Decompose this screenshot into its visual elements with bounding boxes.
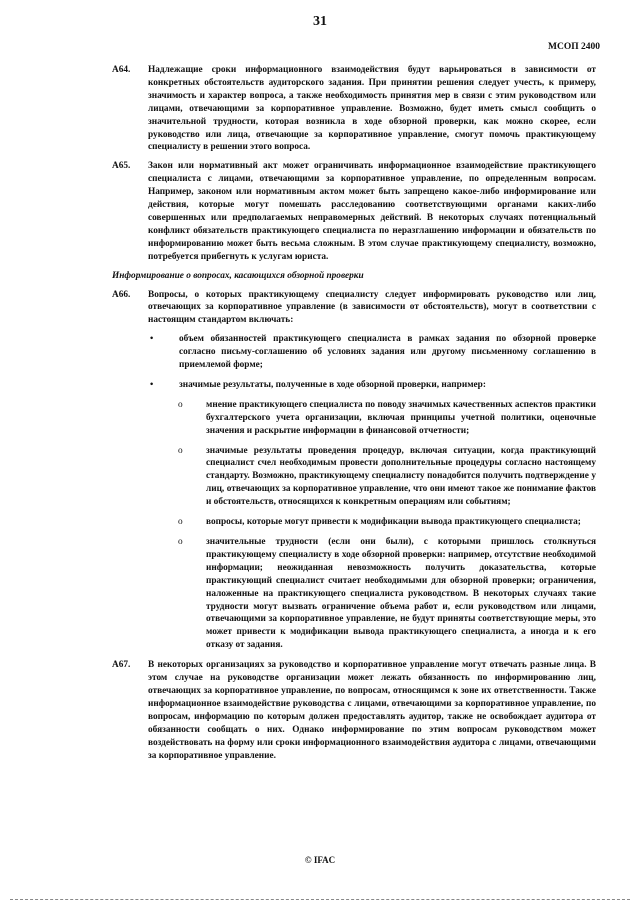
paragraph-a64: [112, 64, 596, 154]
subbullet-text: вопросы, которые могут привести к модификации вывода практикующего специалиста;: [206, 517, 581, 528]
subbullet-text: значительные трудности (если они были), с которыми пришлось столкнуться практикующему специалисту в ходе обзорной проверки: например, отсутствие необходимой информации; неожиданная невозможность получить доказательства, которые практикующий специалист считает необходимыми для обзорной проверки; ограничения, наложенные на практикующего специалиста руководством. В некоторых случаях такие трудности могут вызвать ограничение объема работ и, если руководством или лицами, отвечающими за корпоративное управление, не будут приняты соответствующие меры, это может привести к модификации вывода практикующего специалиста, а иногда и к его отказу от задания.: [206, 537, 596, 651]
subbullet-item: [112, 536, 596, 652]
paragraph-a67: [112, 659, 596, 762]
subbullet-item: [112, 445, 596, 510]
copyright-footer: © IFAC: [304, 855, 336, 865]
subbullet-text: значимые результаты проведения процедур, включая ситуации, когда практикующий специалист счел необходимым провести дополнительные процедуры согласно настоящему стандарту. Возможно, практикующему специалисту понадобится получить подтверждение у лиц, отвечающих за корпоративное управление, что они имеют такое же понимание фактов и обстоятельств, относящихся к конкретным операциям или событиям;: [206, 445, 596, 508]
paragraph-text: В некоторых организациях за руководство и корпоративное управление могут отвечать разные лица. В этом случае на руководстве организации может лежать обязанность по информированию лиц, отвечающих за корпоративное управление, по вопросам, относящимся к зоне их ответственности. Также информационное взаимодействие руководства с лицами, отвечающими за корпоративное управление, по вопросам, информацию по которым должен предоставлять аудитор, также не освобождает аудитора от обязанности сообщать о них. Однако информирование по этим вопросам руководством может воздействовать на форму или сроки информационного взаимодействия аудитора с лицами, отвечающими за корпоративное управление.: [148, 660, 596, 761]
paragraph-text: Вопросы, о которых практикующему специалисту следует информировать руководство или лиц, отвечающих за корпоративное управление (в зависимости от обстоятельств), могут в соответствии с настоящим стандартом включать:: [148, 289, 596, 326]
paragraph-label: A65.: [112, 161, 131, 172]
bullet-text: объем обязанностей практикующего специалиста в рамках задания по обзорной проверке согласно письму-соглашению об условиях задания или другому письменному соглашению в приемлемой форме;: [179, 334, 596, 371]
standard-code: МСОП 2400: [548, 42, 600, 52]
bullet-text: значимые результаты, полученные в ходе обзорной проверки, например:: [179, 379, 486, 390]
bullet-item: [112, 379, 596, 392]
page-number: 31: [313, 14, 327, 29]
subbullet-item: [112, 399, 596, 438]
paragraph-label: A64.: [112, 65, 131, 75]
subbullet-item: [112, 516, 596, 529]
bullet-icon: •: [150, 379, 154, 390]
section-heading: Информирование о вопросах, касающихся обзорной проверки: [112, 270, 364, 281]
paragraph-text: Закон или нормативный акт может ограничивать информационное взаимодействие практикующего специалиста с лицами, отвечающими за корпоративное управление, по определенным вопросам. Например, законом или нормативным актом может быть запрещено какое-либо информирование или действия, которые могут помешать расследованию соответствующими органами каких-либо совершенных или предполагаемых неправомерных действий. В некоторых случаях потенциальный конфликт обязательств практикующего специалиста по неразглашению информации и обязательств по информированию может быть весьма сложным. В этом случае практикующему специалисту, возможно, потребуется прибегнуть к услугам юриста.: [148, 161, 596, 262]
paragraph-text: Надлежащие сроки информационного взаимодействия будут варьироваться в зависимости от конкретных обстоятельств аудиторского задания. При принятии решения следует учесть, к примеру, значимость и характер вопроса, а также необходимость принятия мер в связи с этим руководством или лицами, отвечающими за корпоративное управление. Возможно, будет иметь смысл сообщить о значительной трудности, которая возникла в ходе обзорной проверки, как можно скорее, если руководство или лица, отвечающие за корпоративное управление, смогут помочь практикующему специалисту в решении этого вопроса.: [148, 65, 596, 153]
subbullet-text: мнение практикующего специалиста по поводу значимых качественных аспектов практики бухгалтерского учета организации, включая принципы учетной политики, оценочные значения и раскрытие информации в финансовой отчетности;: [206, 399, 596, 436]
bullet-item: [112, 333, 596, 372]
paragraph-a66: [112, 289, 596, 328]
circle-bullet-icon: o: [178, 399, 183, 410]
document-body: [112, 64, 596, 768]
bullet-icon: •: [150, 334, 154, 345]
paragraph-label: A66.: [112, 289, 131, 300]
page-edge-divider: [10, 899, 630, 900]
paragraph-label: A67.: [112, 660, 131, 671]
circle-bullet-icon: o: [178, 445, 183, 456]
paragraph-a65: [112, 160, 596, 263]
circle-bullet-icon: o: [178, 537, 183, 547]
circle-bullet-icon: o: [178, 517, 183, 528]
